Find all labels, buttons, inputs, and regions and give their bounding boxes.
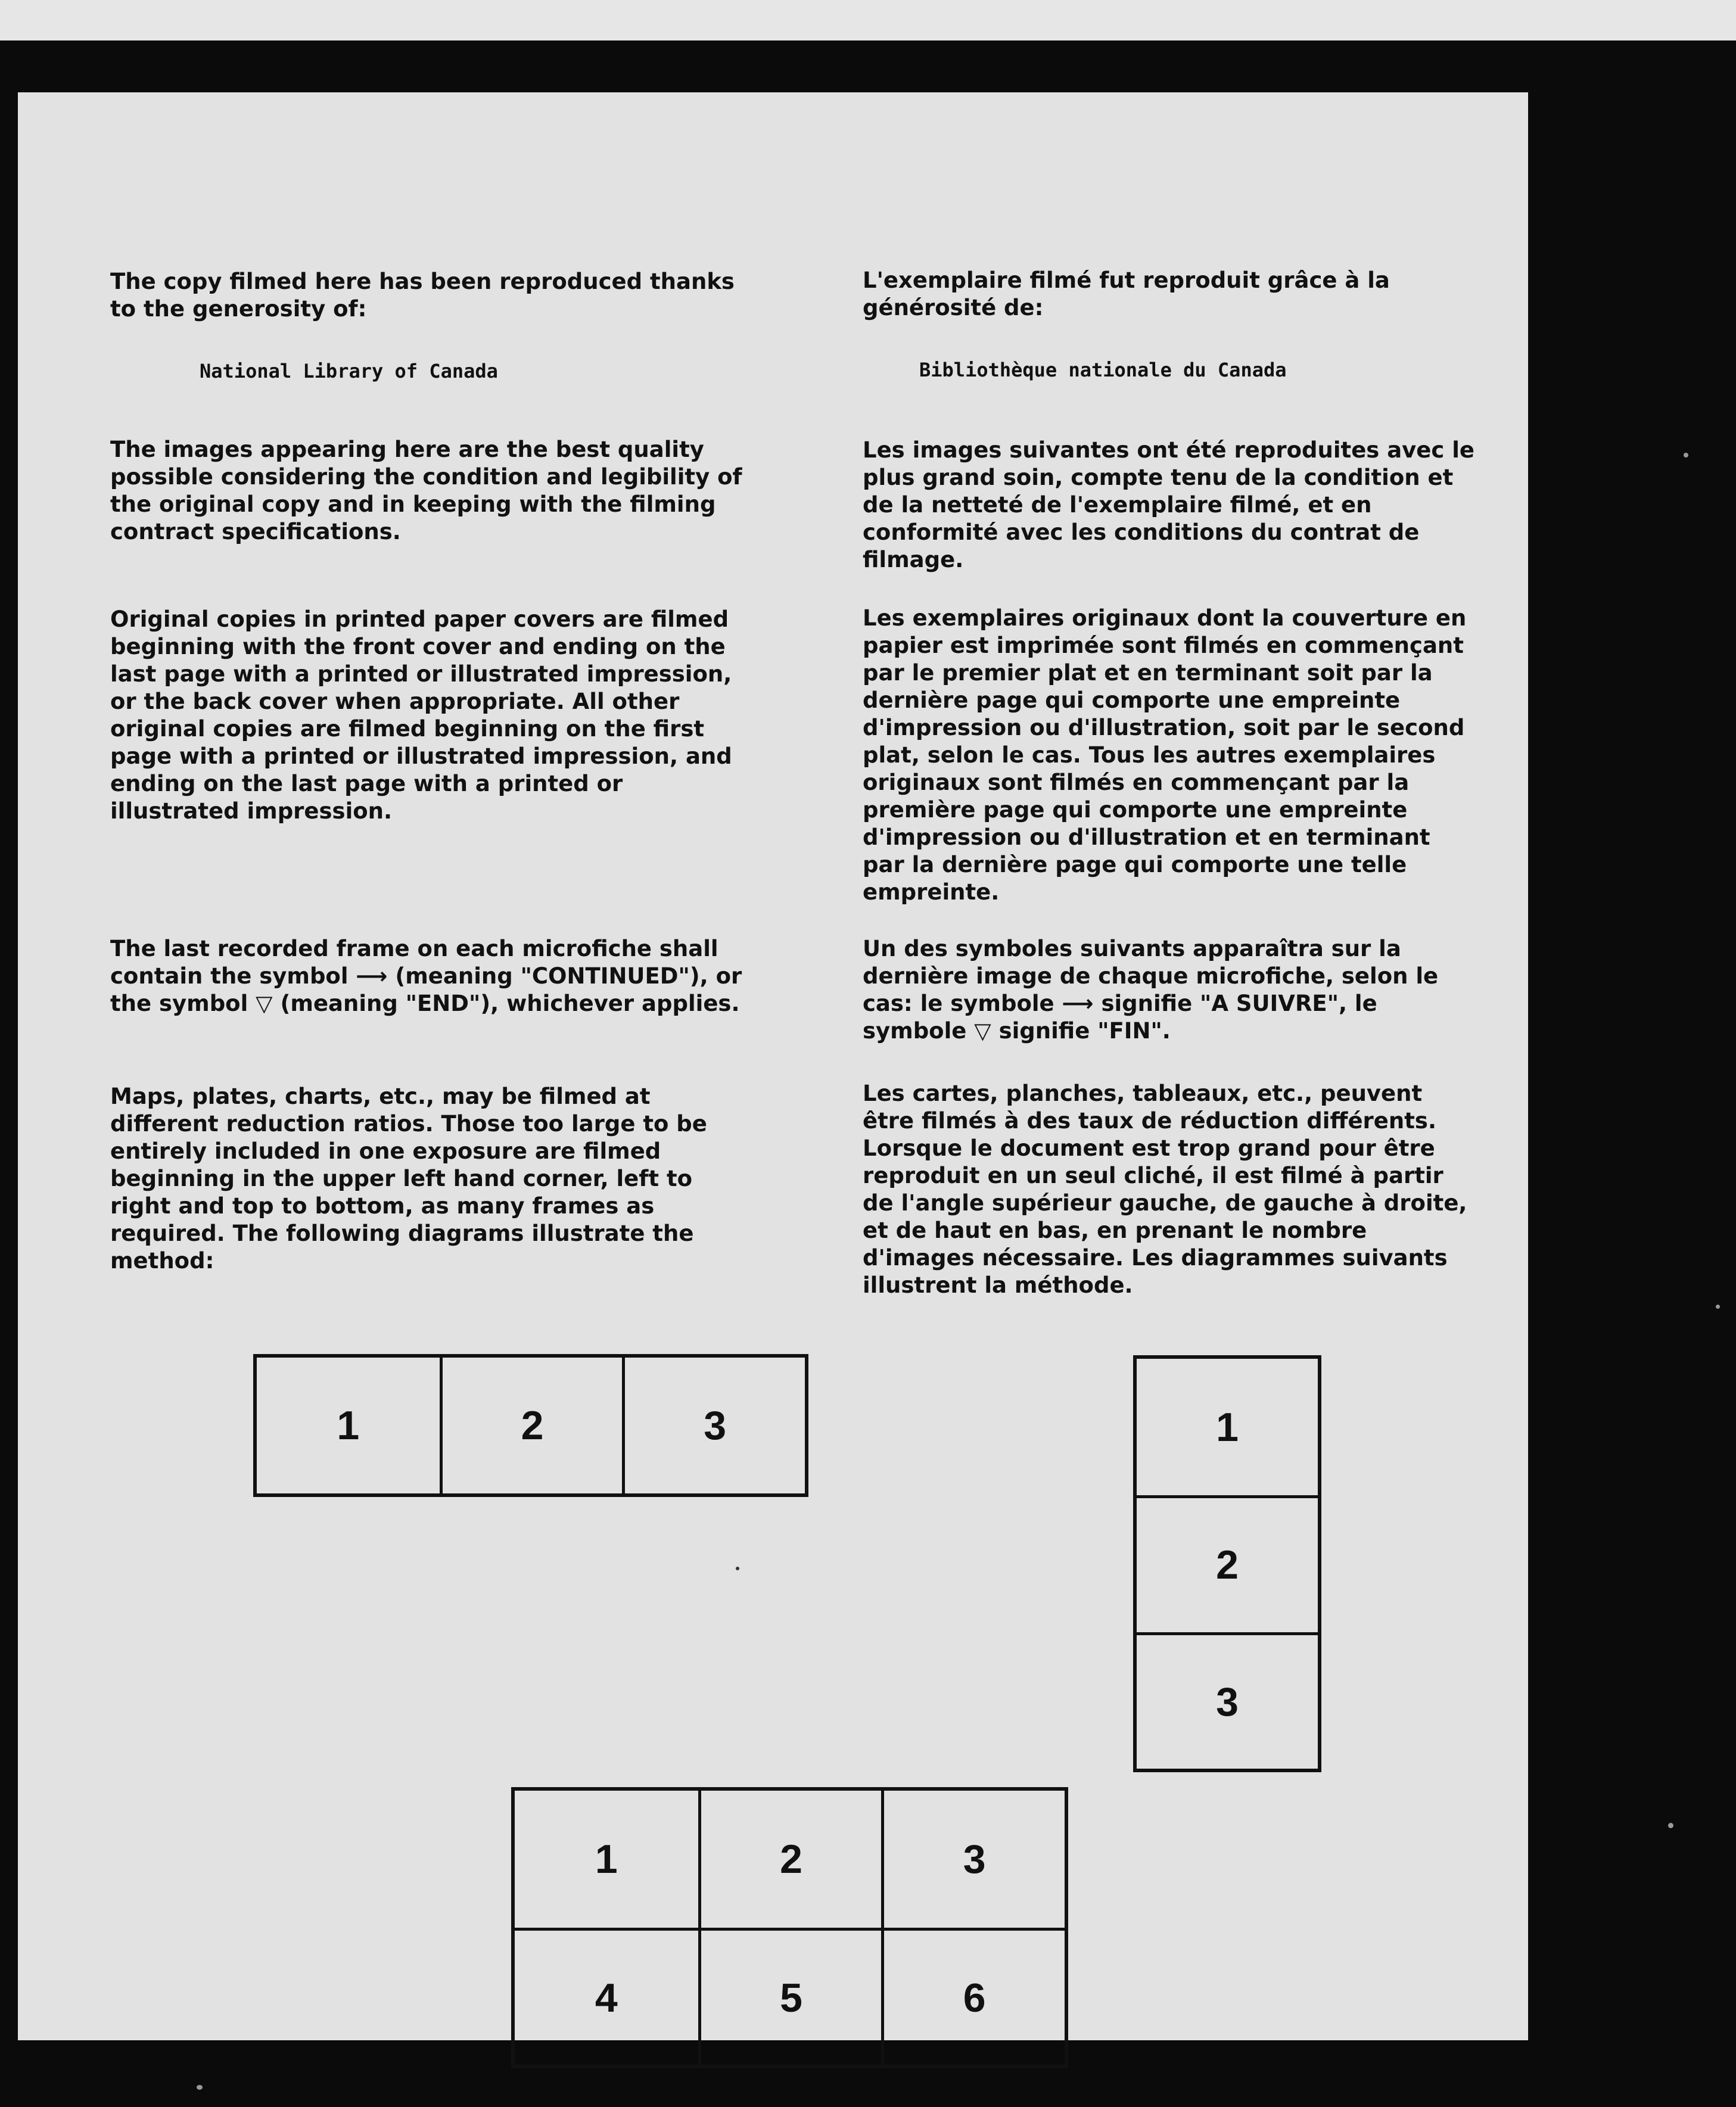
french-originals-paragraph: Les exemplaires originaux dont la couverture en papier est imprimée sont filmés en commençant par le premier plat et en terminant soit par la dernière page qui comporte une empreinte d'impression ou d'illustration, soit par le second plat, selon le cas. Tous les autres exemplaires originaux sont filmés en commençant par la première page qui comporte une empreinte d'impression ou d'illustration et en terminant par la dernière page qui comporte une telle empreinte. <box>863 605 1467 905</box>
frame-cell: 1 <box>1216 1404 1239 1450</box>
french-maps-paragraph: Les cartes, planches, tableaux, etc., peuvent être filmés à des taux de réduction différents. Lorsque le document est trop grand pour être reproduit en un seul cliché, il est filmé à partir de l'angle supérieur gauche, de gauche à droite, et de haut en bas, en prenant le nombre d'images nécessaire. Les diagrammes suivants illustrent la méthode. <box>863 1081 1467 1298</box>
english-column <box>110 268 748 1340</box>
english-intro: The copy filmed here has been reproduced thanks to the generosity of: <box>110 269 735 322</box>
english-symbols-paragraph: The last recorded frame on each microfiche shall contain the symbol ⟶ (meaning "CONTINUED"), or the symbol ▽ (meaning "END"), whichever applies. <box>110 936 742 1016</box>
scan-speck <box>197 2085 203 2090</box>
english-originals-paragraph: Original copies in printed paper covers are filmed beginning with the front cover and ending on the last page with a printed or illustrated impression, or the back cover when appropriate. All other original copies are filmed beginning on the first page with a printed or illustrated impression, and ending on the last page with a printed or illustrated impression. <box>110 606 732 824</box>
frame-cell: 3 <box>622 1358 805 1493</box>
document-page <box>18 92 1528 2040</box>
frame-cell: 6 <box>881 1928 1065 2065</box>
french-symbols-paragraph: Un des symboles suivants apparaîtra sur la dernière image de chaque microfiche, selon le cas: le symbole ⟶ signifie "A SUIVRE", le symbole ▽ signifie "FIN". <box>863 936 1439 1044</box>
frame-cell: 1 <box>337 1403 360 1448</box>
frame-cell: 1 <box>595 1837 618 1882</box>
english-library-name: National Library of Canada <box>200 360 498 382</box>
scan-speck <box>1716 1305 1720 1309</box>
french-intro: L'exemplaire filmé fut reproduit grâce à la générosité de: <box>863 267 1390 320</box>
french-quality-paragraph: Les images suivantes ont été reproduites avec le plus grand soin, compte tenu de la condition et de la netteté de l'exemplaire filmé, et en conformité avec les conditions du contrat de filmage. <box>863 437 1474 572</box>
frame-cell: 2 <box>1137 1495 1318 1632</box>
top-strip <box>0 0 1736 41</box>
scan-speck <box>736 1567 739 1570</box>
diagram-grid-frames <box>511 1787 1068 2068</box>
diagram-horizontal-frames <box>253 1354 808 1497</box>
scan-speck <box>1668 1823 1673 1828</box>
frame-cell: 4 <box>515 1928 698 2065</box>
scan-speck <box>1684 453 1688 457</box>
english-quality-paragraph: The images appearing here are the best quality possible considering the condition and legibility of the original copy and in keeping with the filming contract specifications. <box>110 437 742 544</box>
french-library-name: Bibliothèque nationale du Canada <box>919 359 1287 381</box>
frame-cell: 2 <box>440 1358 623 1493</box>
frame-cell: 3 <box>881 1791 1065 1928</box>
english-maps-paragraph: Maps, plates, charts, etc., may be filmed at different reduction ratios. Those too large to be entirely included in one exposure are filmed beginning in the upper left hand corner, left to right and top to bottom, as many frames as required. The following diagrams illustrate the method: <box>110 1084 707 1274</box>
frame-cell: 5 <box>698 1928 882 2065</box>
frame-cell: 2 <box>698 1791 882 1928</box>
frame-cell: 3 <box>1137 1632 1318 1769</box>
french-column <box>863 267 1479 1351</box>
diagram-vertical-frames <box>1133 1355 1321 1772</box>
